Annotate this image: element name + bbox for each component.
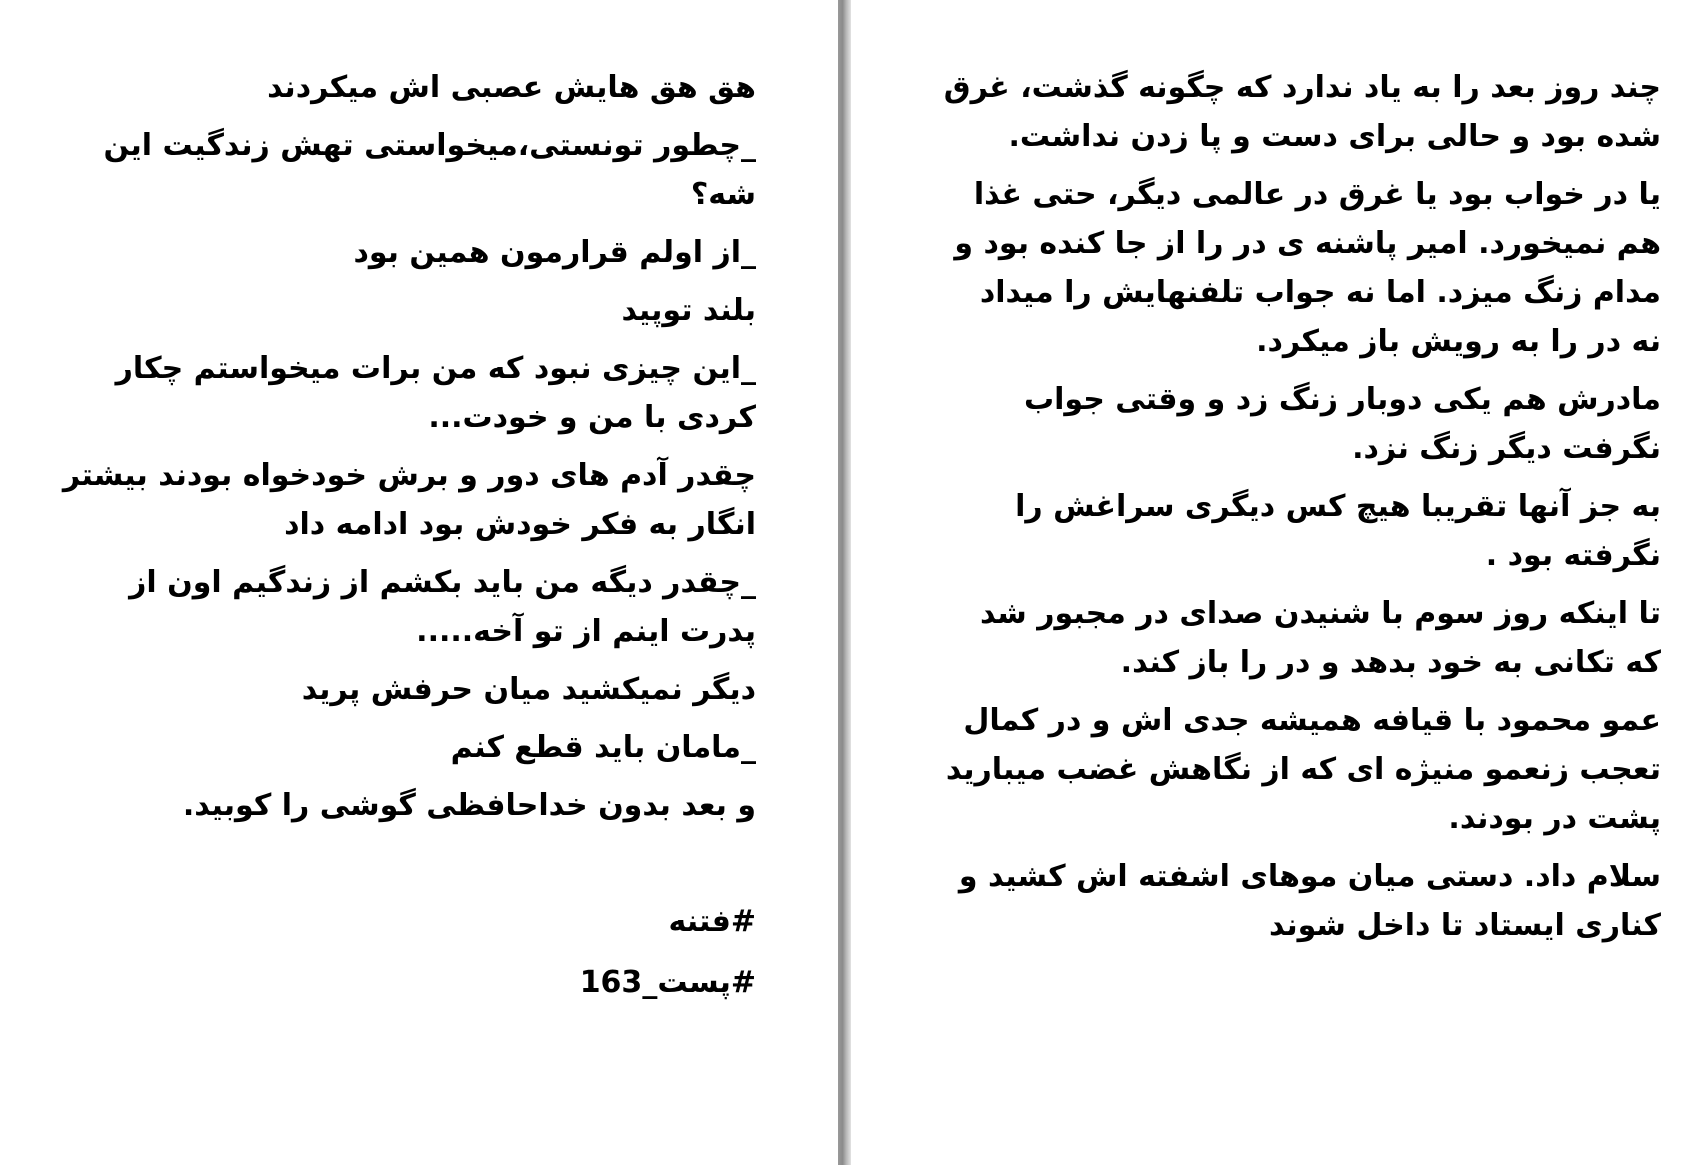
paragraph: _مامان باید قطع کنم: [450, 730, 756, 765]
paragraph: دیگر نمیکشید میان حرفش پرید: [301, 672, 756, 707]
paragraph: و بعد بدون خداحافظی گوشی را کوبید.: [182, 788, 756, 823]
paragraph: بلند توپید: [621, 293, 756, 328]
paragraph: _این چیزی نبود که من برات میخواستم چکار کردی با من و خودت...: [115, 351, 756, 435]
paragraph: به جز آنها تقریبا هیچ کس دیگری سراغش را نگرفته بود .: [1015, 489, 1661, 573]
paragraph: مادرش هم یکی دوبار زنگ زد و وقتی جواب نگرفت دیگر زنگ نزد.: [1023, 382, 1661, 466]
paragraph: _چطور تونستی،میخواستی تهش زندگیت این شه؟: [103, 128, 756, 212]
paragraph: چقدر آدم های دور و برش خودخواه بودند بیشتر انگار به فکر خودش بود ادامه داد: [62, 458, 756, 542]
post-number-hashtag: #پست_163: [579, 965, 756, 1000]
paragraph: سلام داد. دستی میان موهای اشفته اش کشید و کناری ایستاد تا داخل شوند: [958, 859, 1661, 943]
paragraph: تا اینکه روز سوم با شنیدن صدای در مجبور شد که تکانی به خود بدهد و در را باز کند.: [979, 596, 1661, 680]
paragraph: _چقدر دیگه من باید بکشم از زندگیم اون از پدرت اینم از تو آخه.....: [129, 565, 756, 649]
right-page-text: [941, 63, 1661, 959]
paragraph: یا در خواب بود یا غرق در عالمی دیگر، حتی غذا هم نمیخورد. امیر پاشنه ی در را از جا کنده بود و مدام زنگ میزد. اما نه جواب تلفنهایش را میداد نه در را به رویش باز میکرد.: [954, 177, 1661, 359]
blank-space: [56, 839, 756, 897]
paragraph: _از اولم قرارمون همین بود: [353, 235, 756, 270]
hashtag: #فتنه: [668, 904, 756, 939]
right-page: [851, 0, 1683, 1165]
paragraph: هق هق هایش عصبی اش میکردند: [267, 70, 756, 105]
left-page: [0, 0, 838, 1165]
paragraph: چند روز بعد را به یاد ندارد که چگونه گذشت، غرق شده بود و حالی برای دست و پا زدن نداشت.: [943, 70, 1661, 154]
paragraph: عمو محمود با قیافه همیشه جدی اش و در کمال تعجب زنعمو منیژه ای که از نگاهش غضب میبارید پشت در بودند.: [945, 703, 1661, 836]
left-page-text: [56, 63, 756, 1019]
page-gutter: [838, 0, 851, 1165]
